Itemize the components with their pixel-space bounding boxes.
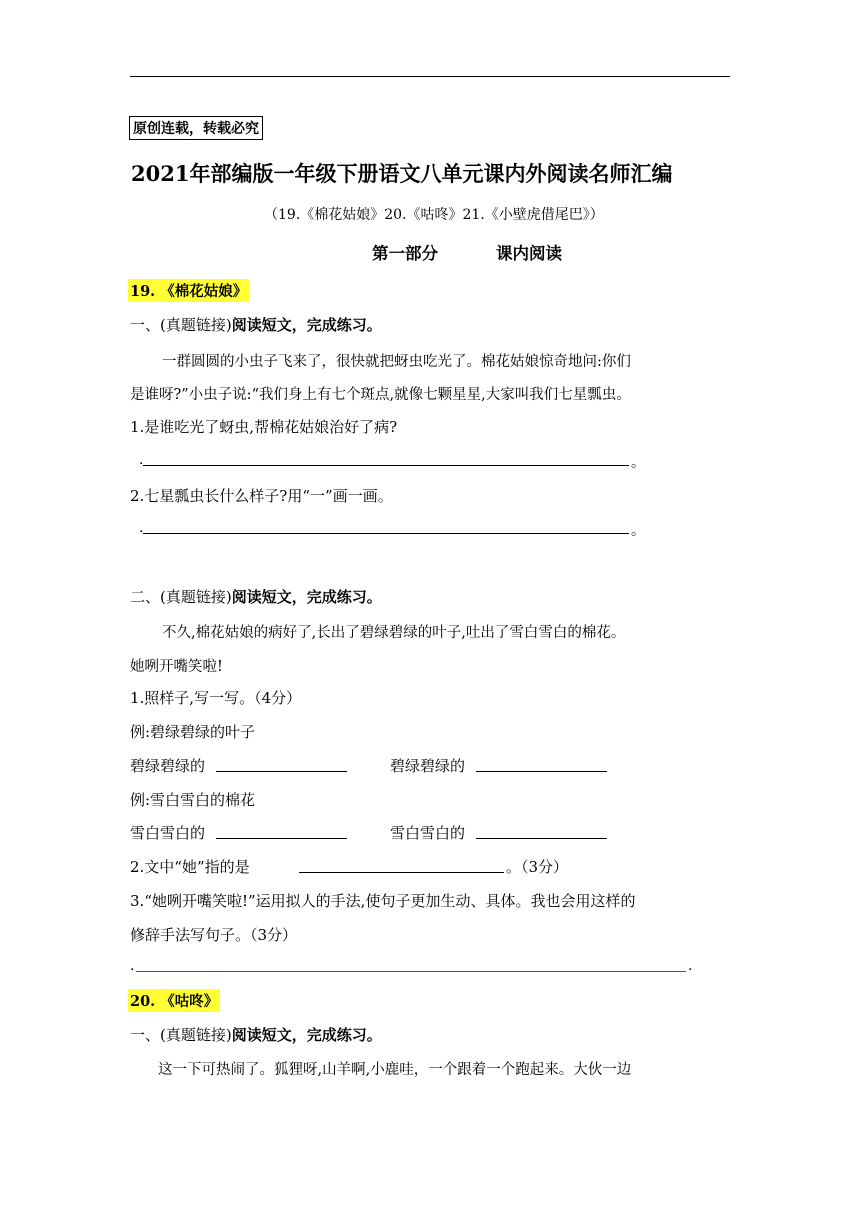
question-2-2-blank[interactable]: [299, 872, 504, 873]
answer-line-start-mark: .: [139, 452, 144, 468]
answer-line-end-mark: .: [688, 958, 693, 974]
question-1-2: 2.七星瓢虫长什么样子?用“一”画一画。: [130, 487, 393, 505]
fill-2a-blank[interactable]: [216, 838, 347, 839]
passage-1-line-2: 是谁呀?”小虫子说:“我们身上有七个斑点,就像七颗星星,大家叫我们七星瓢虫。: [130, 387, 631, 403]
fill-2a-label: 雪白雪白的: [130, 824, 206, 842]
fill-2b-blank[interactable]: [476, 838, 607, 839]
part-name: 课内阅读: [496, 244, 562, 263]
section-1-heading: [130, 314, 382, 335]
part-label: 第一部分: [372, 244, 438, 263]
section-3-heading: [130, 1024, 382, 1045]
section-2-heading: [130, 586, 382, 607]
answer-line-end-mark: 。: [631, 523, 645, 539]
answer-line-2[interactable]: [143, 533, 629, 534]
part-heading: [372, 240, 562, 264]
question-2-2-prefix: 2.文中“她”指的是: [130, 858, 250, 876]
passage-2-line-2: 她咧开嘴笑啦!: [130, 659, 223, 675]
fill-1a-label: 碧绿碧绿的: [130, 757, 206, 775]
lesson-20-heading: 20. 《咕咚》: [128, 989, 220, 1012]
document-title: 2021年部编版一年级下册语文八单元课内外阅读名师汇编: [131, 161, 673, 186]
question-2-3-line-1: 3.“她咧开嘴笑啦!”运用拟人的手法,使句子更加生动、具体。我也会用这样的: [130, 892, 636, 910]
copyright-notice: 原创连载，转载必究: [129, 116, 263, 140]
answer-line-3[interactable]: [136, 971, 686, 972]
question-2-1: 1.照样子,写一写。（4分）: [130, 689, 302, 707]
example-1: 例:碧绿碧绿的叶子: [130, 723, 256, 741]
section-3-title: 阅读短文，完成练习。: [231, 1026, 382, 1044]
passage-3-line-1: 这一下可热闹了。狐狸呀,山羊啊,小鹿哇，一个跟着一个跑起来。大伙一边: [158, 1062, 632, 1078]
question-2-3-line-2: 修辞手法写句子。（3分）: [130, 926, 298, 944]
section-1-prefix: 一、(真题链接): [130, 316, 232, 334]
section-3-prefix: 一、(真题链接): [130, 1026, 232, 1044]
question-1-1: 1.是谁吃光了蚜虫,帮棉花姑娘治好了病?: [130, 418, 398, 436]
fill-1b-blank[interactable]: [476, 771, 607, 772]
fill-2b-label: 雪白雪白的: [390, 824, 466, 842]
example-2: 例:雪白雪白的棉花: [130, 791, 256, 809]
answer-line-start-mark: .: [130, 958, 135, 974]
document-subtitle: （19.《棉花姑娘》20.《咕咚》21.《小壁虎借尾巴》）: [264, 207, 604, 223]
header-rule: [130, 76, 730, 77]
question-2-2-suffix: 。（3分）: [506, 858, 569, 876]
section-2-prefix: 二、(真题链接): [130, 588, 232, 606]
answer-line-end-mark: 。: [631, 455, 645, 471]
lesson-19-heading: 19. 《棉花姑娘》: [128, 279, 249, 302]
fill-1a-blank[interactable]: [216, 771, 347, 772]
fill-1b-label: 碧绿碧绿的: [390, 757, 466, 775]
answer-line-start-mark: .: [139, 520, 144, 536]
section-2-title: 阅读短文，完成练习。: [231, 588, 382, 606]
passage-2-line-1: 不久,棉花姑娘的病好了,长出了碧绿碧绿的叶子,吐出了雪白雪白的棉花。: [162, 625, 626, 641]
answer-line-1[interactable]: [143, 465, 629, 466]
section-1-title: 阅读短文，完成练习。: [231, 316, 382, 334]
passage-1-line-1: 一群圆圆的小虫子飞来了，很快就把蚜虫吃光了。棉花姑娘惊奇地问:你们: [162, 354, 631, 370]
